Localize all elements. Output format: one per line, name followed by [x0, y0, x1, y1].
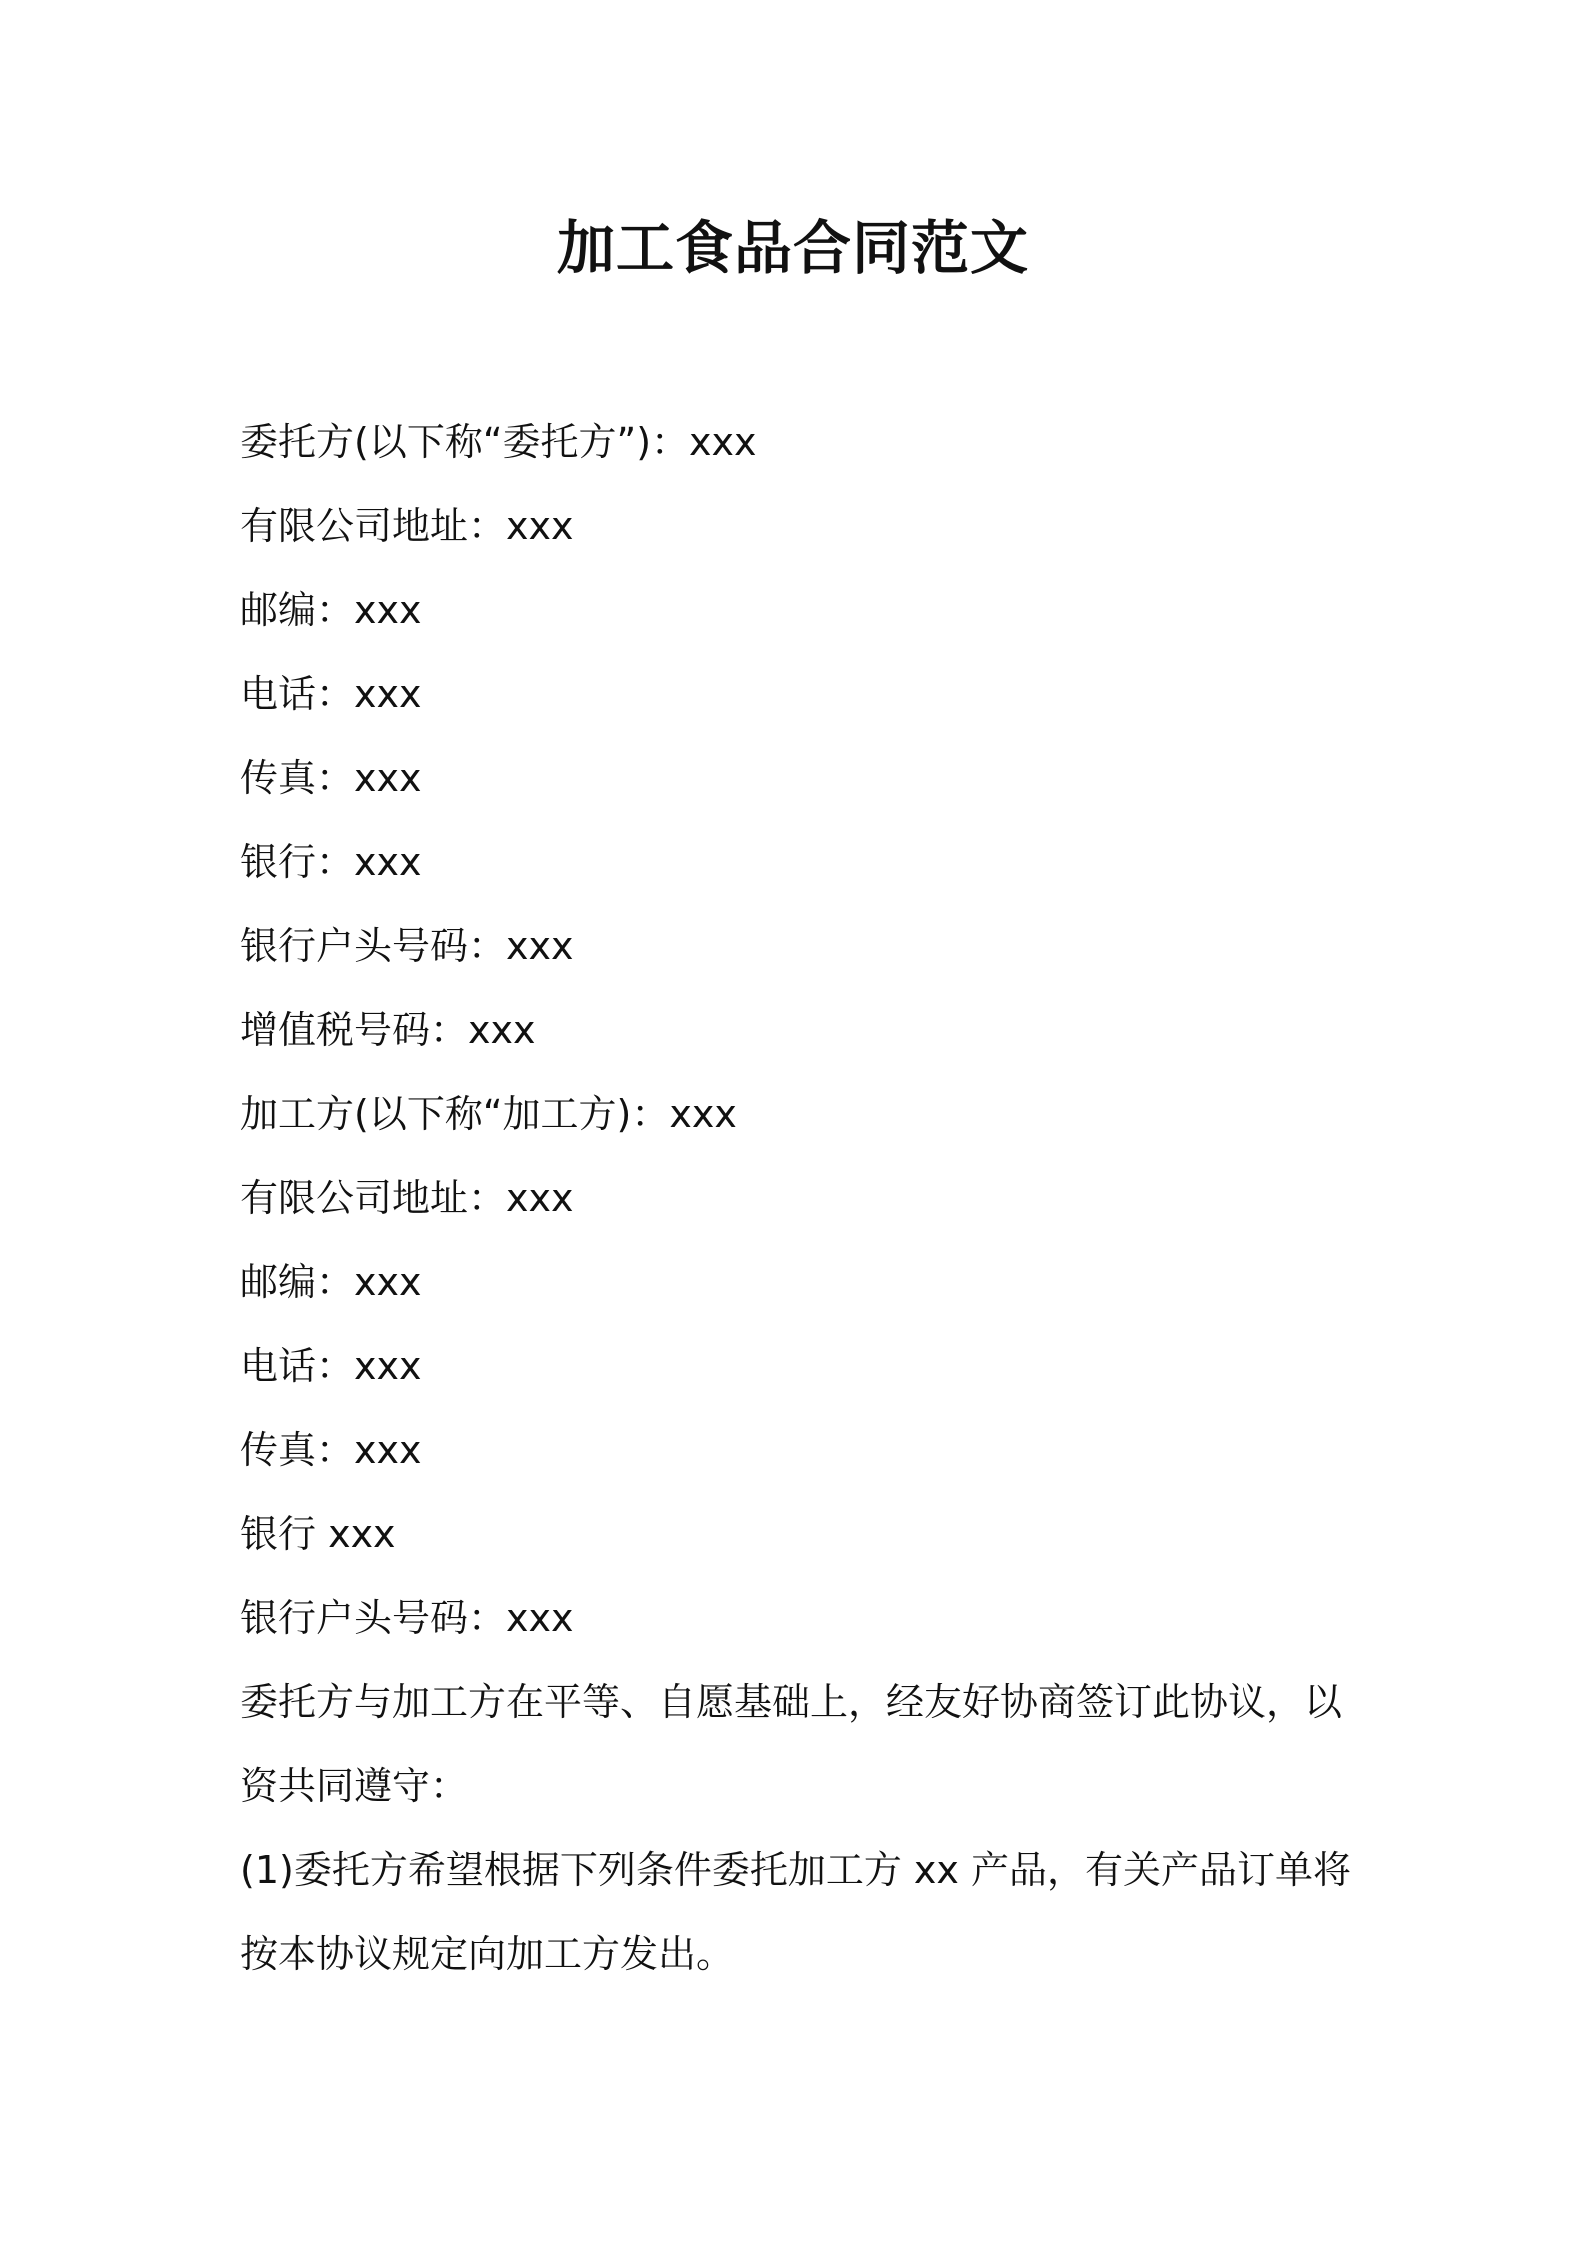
document-body [240, 400, 1360, 1996]
clause-1-paragraph: (1)委托方希望根据下列条件委托加工方 xx 产品，有关产品订单将按本协议规定向加工方发出。 [240, 1848, 1351, 1976]
client-vat-line: 增值税号码：xxx [240, 1008, 536, 1052]
processor-account-line: 银行户头号码：xxx [240, 1596, 574, 1640]
processor-fax-line: 传真：xxx [240, 1428, 422, 1472]
client-bank-line: 银行：xxx [240, 840, 422, 884]
document-title: 加工食品合同范文 [556, 214, 1029, 282]
processor-name-line: 加工方(以下称“加工方)：xxx [240, 1092, 737, 1136]
client-name-line: 委托方(以下称“委托方”)：xxx [240, 420, 757, 464]
agreement-intro-paragraph: 委托方与加工方在平等、自愿基础上，经友好协商签订此协议，以资共同遵守： [240, 1680, 1343, 1808]
client-phone-line: 电话：xxx [240, 672, 422, 716]
client-postcode-line: 邮编：xxx [240, 588, 422, 632]
processor-bank-line: 银行 xxx [240, 1512, 396, 1556]
client-address-line: 有限公司地址：xxx [240, 504, 574, 548]
client-account-line: 银行户头号码：xxx [240, 924, 574, 968]
processor-address-line: 有限公司地址：xxx [240, 1176, 574, 1220]
processor-phone-line: 电话：xxx [240, 1344, 422, 1388]
client-fax-line: 传真：xxx [240, 756, 422, 800]
processor-postcode-line: 邮编：xxx [240, 1260, 422, 1304]
